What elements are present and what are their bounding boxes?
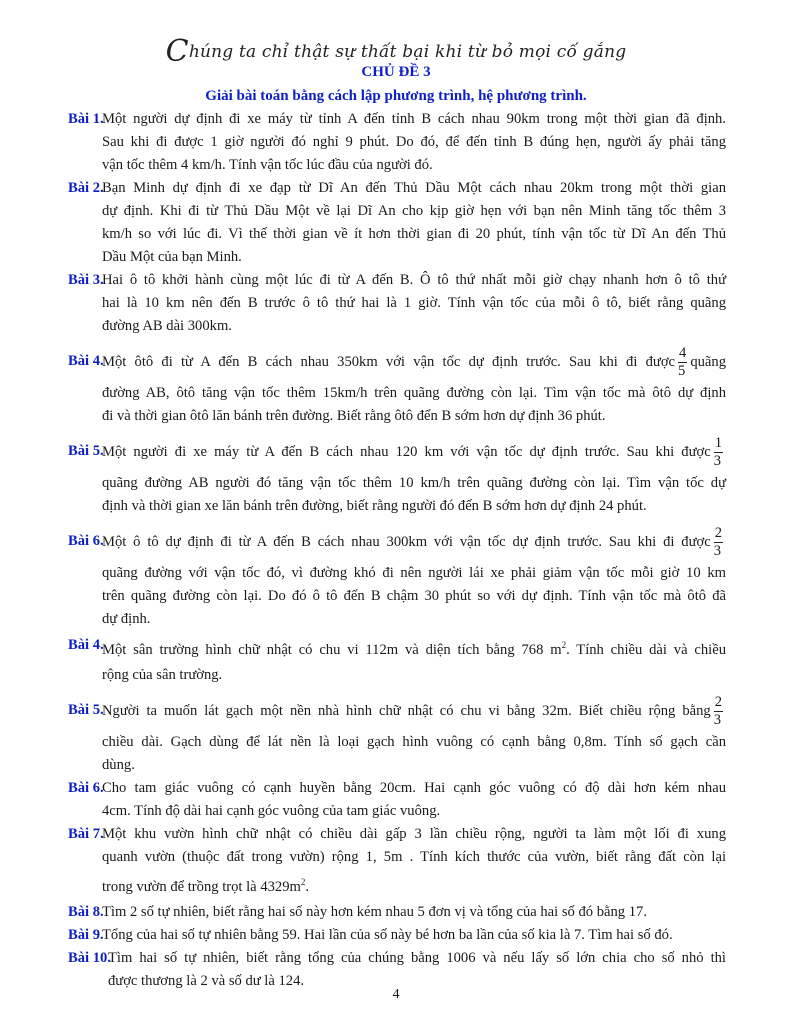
problem-text-line: dự định. Khi đi từ Thủ Dầu Một về lại Dĩ An cho kịp giờ hẹn với bạn nên Minh tăng tốc thêm 3 [102, 203, 726, 219]
problem-item [68, 924, 726, 947]
problem-text: quãng [690, 354, 726, 370]
problem-label: Bài 8. [68, 903, 104, 920]
problem-text: Người ta muốn lát gạch một nền nhà hình chữ nhật có chu vi bằng 32m. Biết chiều rộng bằng [102, 702, 711, 719]
problem-text-line: quanh vườn (thuộc đất trong vườn) rộng 1, 5m . Tính kích thước của vườn, biết rằng đất còn lại [102, 848, 726, 865]
problem-item [68, 631, 726, 687]
problem-label: Bài 6. [68, 779, 104, 796]
problem-text-line: quãng đường với vận tốc đó, vì đường khó đi nên người lái xe phải giảm vận tốc mỗi giờ 10 km [102, 565, 726, 581]
problem-text-line: đi và thời gian ôtô lăn bánh trên đường. Biết rằng ôtô đến B sớm hơn dự định 36 phút. [102, 408, 606, 424]
problem-label: Bài 5. [68, 443, 104, 459]
problem-item [68, 823, 726, 901]
problem-label: Bài 9. [68, 926, 104, 943]
problem-item [68, 777, 726, 823]
problem-text-line: Một người dự định đi xe máy từ tỉnh A đến tỉnh B cách nhau 90km trong một thời gian đã định. [102, 111, 726, 127]
problem-text-line: Sau khi đi được 1 giờ người đó nghỉ 9 phút. Do đó, để đến tỉnh B đúng hẹn, người ấy phải tăng [102, 134, 726, 150]
problem-text-line: Bạn Minh dự định đi xe đạp từ Dĩ An đến Thủ Dầu Một cách nhau 20km trong một thời gian [102, 180, 726, 196]
problem-text-line: Dầu Một của bạn Minh. [102, 249, 242, 265]
fraction-numerator: 1 [714, 435, 722, 452]
math-value: 768 m [521, 641, 562, 658]
fraction-numerator: 2 [714, 694, 722, 711]
problem-label: Bài 1. [68, 111, 104, 127]
problem-text: Một ô tô dự định đi từ A đến B cách nhau 300km với vận tốc dự định trước. Sau khi đi được [102, 534, 711, 550]
problem-text: trong vườn để trồng trọt là [102, 878, 257, 895]
problem-text-line: Tìm hai số tự nhiên, biết rằng tổng của chúng bằng 1006 và nếu lấy số lớn chia cho số nhỏ thì [108, 949, 726, 966]
problem-text: . Tính chiều dài và chiều [566, 641, 727, 658]
motto-initial: C [165, 34, 189, 69]
fraction [678, 345, 687, 380]
problem-text-line: đường AB dài 300km. [102, 318, 232, 334]
problem-text-line [102, 342, 726, 382]
problem-text: Một người đi xe máy từ A đến B cách nhau 120 km với vận tốc dự định trước. Sau khi được [102, 444, 711, 460]
problem-item [68, 269, 726, 338]
problem-text-line: được thương là 2 và số dư là 124. [108, 972, 305, 989]
problem-item [68, 432, 726, 518]
problem-item [68, 177, 726, 269]
problem-label: Bài 4. [68, 353, 104, 369]
problem-text-line: Một khu vườn hình chữ nhật có chiều dài gấp 3 lần chiều rộng, người ta làm một lối đi xung [102, 825, 726, 842]
problem-text-line: Hai ô tô khởi hành cùng một lúc đi từ A đến B. Ô tô thứ nhất mỗi giờ chạy nhanh hơn ô tô thứ [102, 272, 726, 288]
problem-text-line: Tìm 2 số tự nhiên, biết rằng hai số này hơn kém nhau 5 đơn vị và tổng của hai số đó bằng 17. [102, 903, 647, 920]
page-number: 4 [392, 987, 400, 1002]
problem-text-line: chiều dài. Gạch dùng để lát nền là loại gạch hình vuông có cạnh bằng 0,8m. Tính số gạch cần [102, 733, 726, 750]
problem-item [68, 108, 726, 177]
problem-item [68, 947, 726, 993]
problem-text: Một sân trường hình chữ nhật có chu vi 112m và diện tích bằng [102, 641, 515, 658]
problem-text-line: trong vườn để trồng trọt là $4329m^2$. [102, 876, 310, 895]
problem-text-line: hai là 10 km nên đến B trước ô tô thứ hai là 1 giờ. Tính vận tốc của mỗi ô tô, biết rằng quãng [102, 295, 726, 311]
fraction-denominator: 3 [713, 712, 721, 729]
problem-text-line: quãng đường AB người đó tăng vận tốc thêm 10 km/h trên quãng đường còn lại. Tìm vận tốc dự [102, 475, 726, 491]
problem-item [68, 522, 726, 631]
problem-text-line [102, 522, 726, 562]
topic-title: CHỦ ĐỀ 3 [361, 64, 431, 80]
fraction-numerator: 2 [714, 525, 722, 542]
problem-label: Bài 6. [68, 533, 104, 549]
problem-text-line [102, 432, 726, 472]
math-expression [521, 642, 566, 658]
problem-text-line: vận tốc thêm 4 km/h. Tính vận tốc lúc đầu của người đó. [102, 157, 433, 173]
problem-label: Bài 2. [68, 180, 104, 196]
math-value: 4329m [260, 878, 301, 895]
problem-text-line: trên quãng đường còn lại. Do đó ô tô đến B chậm 30 phút so với dự định. Tính vận tốc mà ôtô đã [102, 588, 726, 604]
problem-text-line: dự định. [102, 611, 151, 627]
fraction-denominator: 3 [713, 453, 721, 470]
problem-label: Bài 5. [68, 701, 104, 718]
problem-item [68, 901, 726, 924]
fraction-numerator: 4 [679, 345, 687, 362]
math-exponent: 2 [561, 640, 567, 650]
fraction [714, 435, 723, 470]
fraction-denominator: 5 [678, 363, 686, 380]
problem-label: Bài 3. [68, 272, 104, 288]
problem-text-line: 4cm. Tính độ dài hai cạnh góc vuông của tam giác vuông. [102, 802, 441, 819]
problem-text-line: Tổng của hai số tự nhiên bằng 59. Hai lần của số này bé hơn ba lần của số kia là 7. Tìm hai số đó. [102, 926, 673, 943]
page-header-motto [0, 30, 792, 69]
math-exponent: 2 [300, 876, 306, 887]
problem-label: Bài 10. [68, 949, 111, 966]
problem-list [68, 108, 726, 993]
fraction [714, 694, 723, 729]
problem-item [68, 691, 726, 777]
motto-text: húng ta chỉ thật sự thất bại khi từ bỏ mọi cố gắng [188, 42, 627, 62]
problem-label: Bài 7. [68, 825, 104, 842]
problem-text-line [102, 691, 726, 731]
problem-item [68, 342, 726, 428]
problem-text-line: Cho tam giác vuông có cạnh huyền bằng 20cm. Hai cạnh góc vuông có độ dài hơn kém nhau [102, 779, 726, 796]
math-expression [260, 876, 306, 895]
problem-label: Bài 4. [68, 637, 104, 653]
topic-subtitle: Giải bài toán bằng cách lập phương trình, hệ phương trình. [205, 88, 587, 104]
fraction-denominator: 3 [713, 543, 721, 560]
problem-text-line: đường AB, ôtô tăng vận tốc thêm 15km/h trên quãng đường còn lại. Tìm vận tốc mà ôtô dự định [102, 385, 726, 401]
problem-text-line: rộng của sân trường. [102, 666, 223, 683]
fraction [714, 525, 723, 560]
problem-text-line: định và thời gian xe lăn bánh trên đường, biết rằng người đó đến B sớm hơn dự định 24 phút. [102, 498, 647, 514]
problem-text-line: dùng. [102, 756, 135, 773]
problem-text: Một ôtô đi từ A đến B cách nhau 350km với vận tốc dự định trước. Sau khi đi được [102, 354, 676, 370]
problem-text-line [102, 631, 726, 664]
problem-text-line: km/h so với lúc đi. Vì thế thời gian về ít hơn thời gian đi 20 phút, tính vận tốc từ Dĩ An đến Thủ [102, 226, 726, 242]
